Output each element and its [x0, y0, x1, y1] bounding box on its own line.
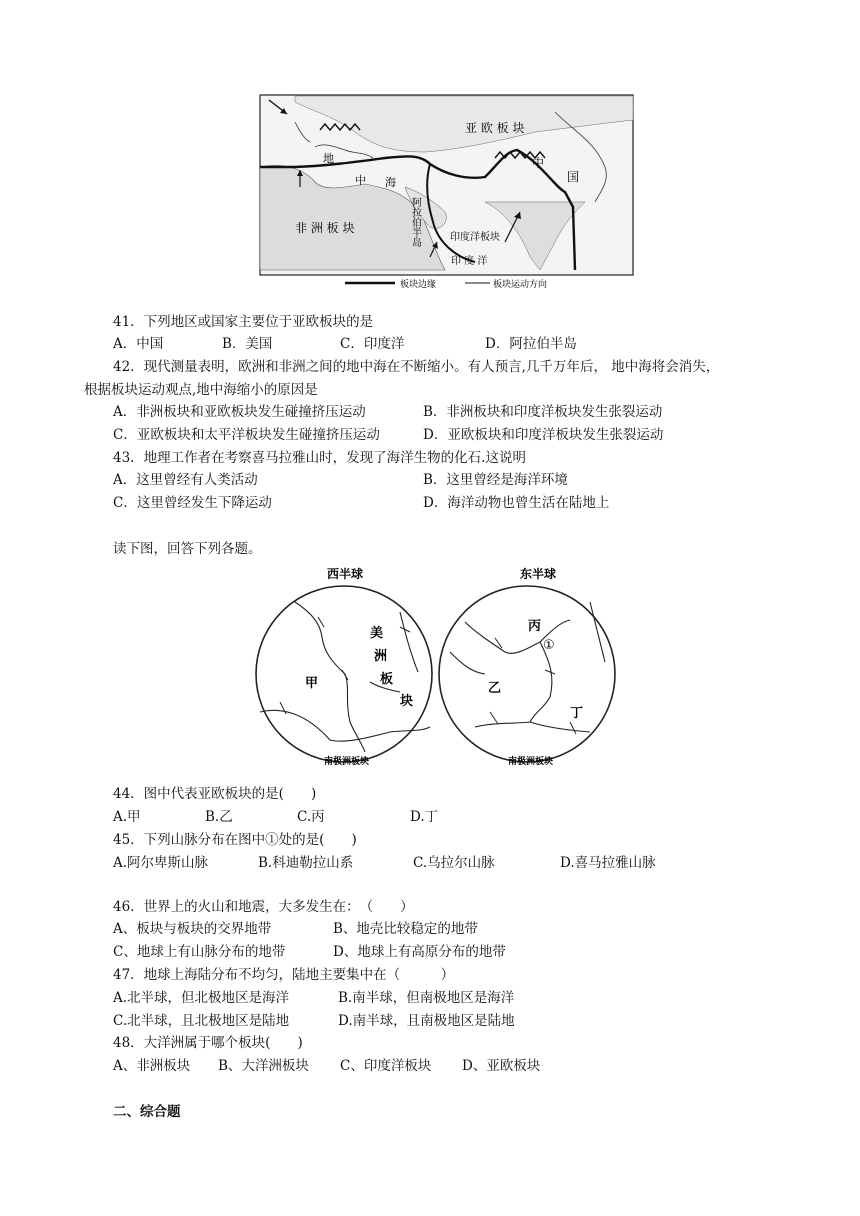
q43-option-c: C．这里曾经发生下降运动 — [113, 495, 272, 511]
q48-option-b: B、大洋洲板块 — [218, 1058, 309, 1074]
east-hemisphere-circle — [439, 586, 615, 762]
q44-option-b: B.乙 — [205, 809, 233, 825]
q45-stem: 45．下列山脉分布在图中①处的是( ) — [113, 832, 357, 848]
map1-legend-motion: 板块运动方向 — [493, 280, 548, 290]
q47-option-b: B.南半球，但南极地区是海洋 — [338, 990, 515, 1006]
q44-option-c: C.丙 — [297, 809, 325, 825]
q42-option-b: B．非洲板块和印度洋板块发生张裂运动 — [423, 404, 663, 420]
q41-option-d: D．阿拉伯半岛 — [485, 336, 577, 352]
plate-map-eurasia-africa — [255, 92, 640, 292]
map1-eurasia-label: 亚 欧 板 块 — [465, 121, 525, 135]
plate-bing: 丙 — [528, 619, 542, 634]
map1-med-label-2: 中 — [355, 174, 366, 187]
map1-med-label-1: 地 — [323, 152, 334, 165]
q44-option-a: A.甲 — [113, 809, 141, 825]
q45-option-b: B.科迪勒拉山系 — [258, 855, 354, 871]
q46-option-c: C、地球上有山脉分布的地带 — [113, 944, 286, 960]
q42-option-d: D．亚欧板块和印度洋板块发生张裂运动 — [423, 427, 664, 443]
q41-option-a: A．中国 — [113, 336, 164, 352]
q45-option-a: A.阿尔卑斯山脉 — [113, 855, 209, 871]
america-char-4: 块 — [400, 694, 414, 709]
plate-jia: 甲 — [305, 676, 319, 691]
q47-option-c: C.北半球，且北极地区是陆地 — [113, 1013, 290, 1029]
q48-option-a: A、非洲板块 — [113, 1058, 191, 1074]
hemisphere-plate-map — [250, 562, 620, 777]
q44-stem: 44．图中代表亚欧板块的是( ) — [113, 786, 317, 802]
q47-option-a: A.北半球，但北极地区是海洋 — [113, 990, 290, 1006]
america-char-3: 板 — [380, 672, 394, 687]
q43-option-d: D．海洋动物也曾生活在陆地上 — [423, 495, 610, 511]
map1-indian-plate-label: 印度洋板块 — [450, 232, 500, 243]
america-char-2: 洲 — [374, 649, 388, 664]
antarctic-plate-west: 南极洲板块 — [324, 757, 370, 767]
q48-stem: 48．大洋洲属于哪个板块( ) — [113, 1035, 303, 1051]
q46-option-b: B、地壳比较稳定的地带 — [333, 921, 478, 937]
q43-option-b: B．这里曾经是海洋环境 — [423, 472, 568, 488]
q42-option-a: A．非洲板块和亚欧板块发生碰撞挤压运动 — [113, 404, 366, 420]
antarctic-plate-east: 南极洲板块 — [508, 757, 554, 767]
q42-stem-line2: 根据板块运动观点,地中海缩小的原因是 — [84, 382, 318, 398]
read-figure-intro: 读下图，回答下列各题。 — [113, 541, 262, 557]
q41-stem: 41．下列地区或国家主要位于亚欧板块的是 — [113, 314, 374, 330]
map1-med-label-3: 海 — [385, 176, 396, 189]
q47-stem: 47．地球上海陆分布不均匀，陆地主要集中在（ ） — [113, 967, 455, 983]
section-2-heading: 二、综合题 — [113, 1104, 181, 1120]
q41-option-b: B．美国 — [222, 336, 273, 352]
q42-option-c: C．亚欧板块和太平洋板块发生碰撞挤压运动 — [113, 427, 380, 443]
map1-arab-label: 阿拉伯半岛 — [409, 197, 421, 247]
q43-stem: 43．地理工作者在考察喜马拉雅山时，发现了海洋生物的化石.这说明 — [113, 450, 526, 466]
q41-option-c: C．印度洋 — [340, 336, 405, 352]
q47-option-d: D.南半球，且南极地区是陆地 — [338, 1013, 515, 1029]
q46-option-d: D、地球上有高原分布的地带 — [333, 944, 506, 960]
map1-china-label-2: 国 — [567, 170, 580, 184]
q46-option-a: A、板块与板块的交界地带 — [113, 921, 272, 937]
q46-stem: 46．世界上的火山和地震，大多发生在： （ ） — [113, 899, 414, 915]
plate-ding: 丁 — [570, 706, 584, 721]
q42-stem-line1: 42．现代测量表明，欧洲和非洲之间的地中海在不断缩小。有人预言,几千万年后， 地中海将会消失， — [113, 359, 720, 375]
q45-option-c: C.乌拉尔山脉 — [413, 855, 495, 871]
east-hemisphere-title: 东半球 — [520, 567, 557, 581]
q44-option-d: D.丁 — [410, 809, 439, 825]
location-marker-1: ① — [543, 638, 555, 653]
west-hemisphere-title: 西半球 — [327, 567, 364, 581]
map1-legend-boundary: 板块边缘 — [400, 280, 437, 290]
q48-option-d: D、亚欧板块 — [462, 1058, 541, 1074]
q43-option-a: A．这里曾经有人类活动 — [113, 472, 258, 488]
q48-option-c: C、印度洋板块 — [340, 1058, 432, 1074]
q45-option-d: D.喜马拉雅山脉 — [560, 855, 656, 871]
plate-yi: 乙 — [488, 681, 502, 696]
map1-africa-label: 非 洲 板 块 — [295, 221, 355, 235]
map1-indian-ocean-label: 印 度 洋 — [451, 256, 488, 267]
america-char-1: 美 — [370, 626, 384, 641]
map1-china-label-1: 中 — [532, 156, 545, 170]
